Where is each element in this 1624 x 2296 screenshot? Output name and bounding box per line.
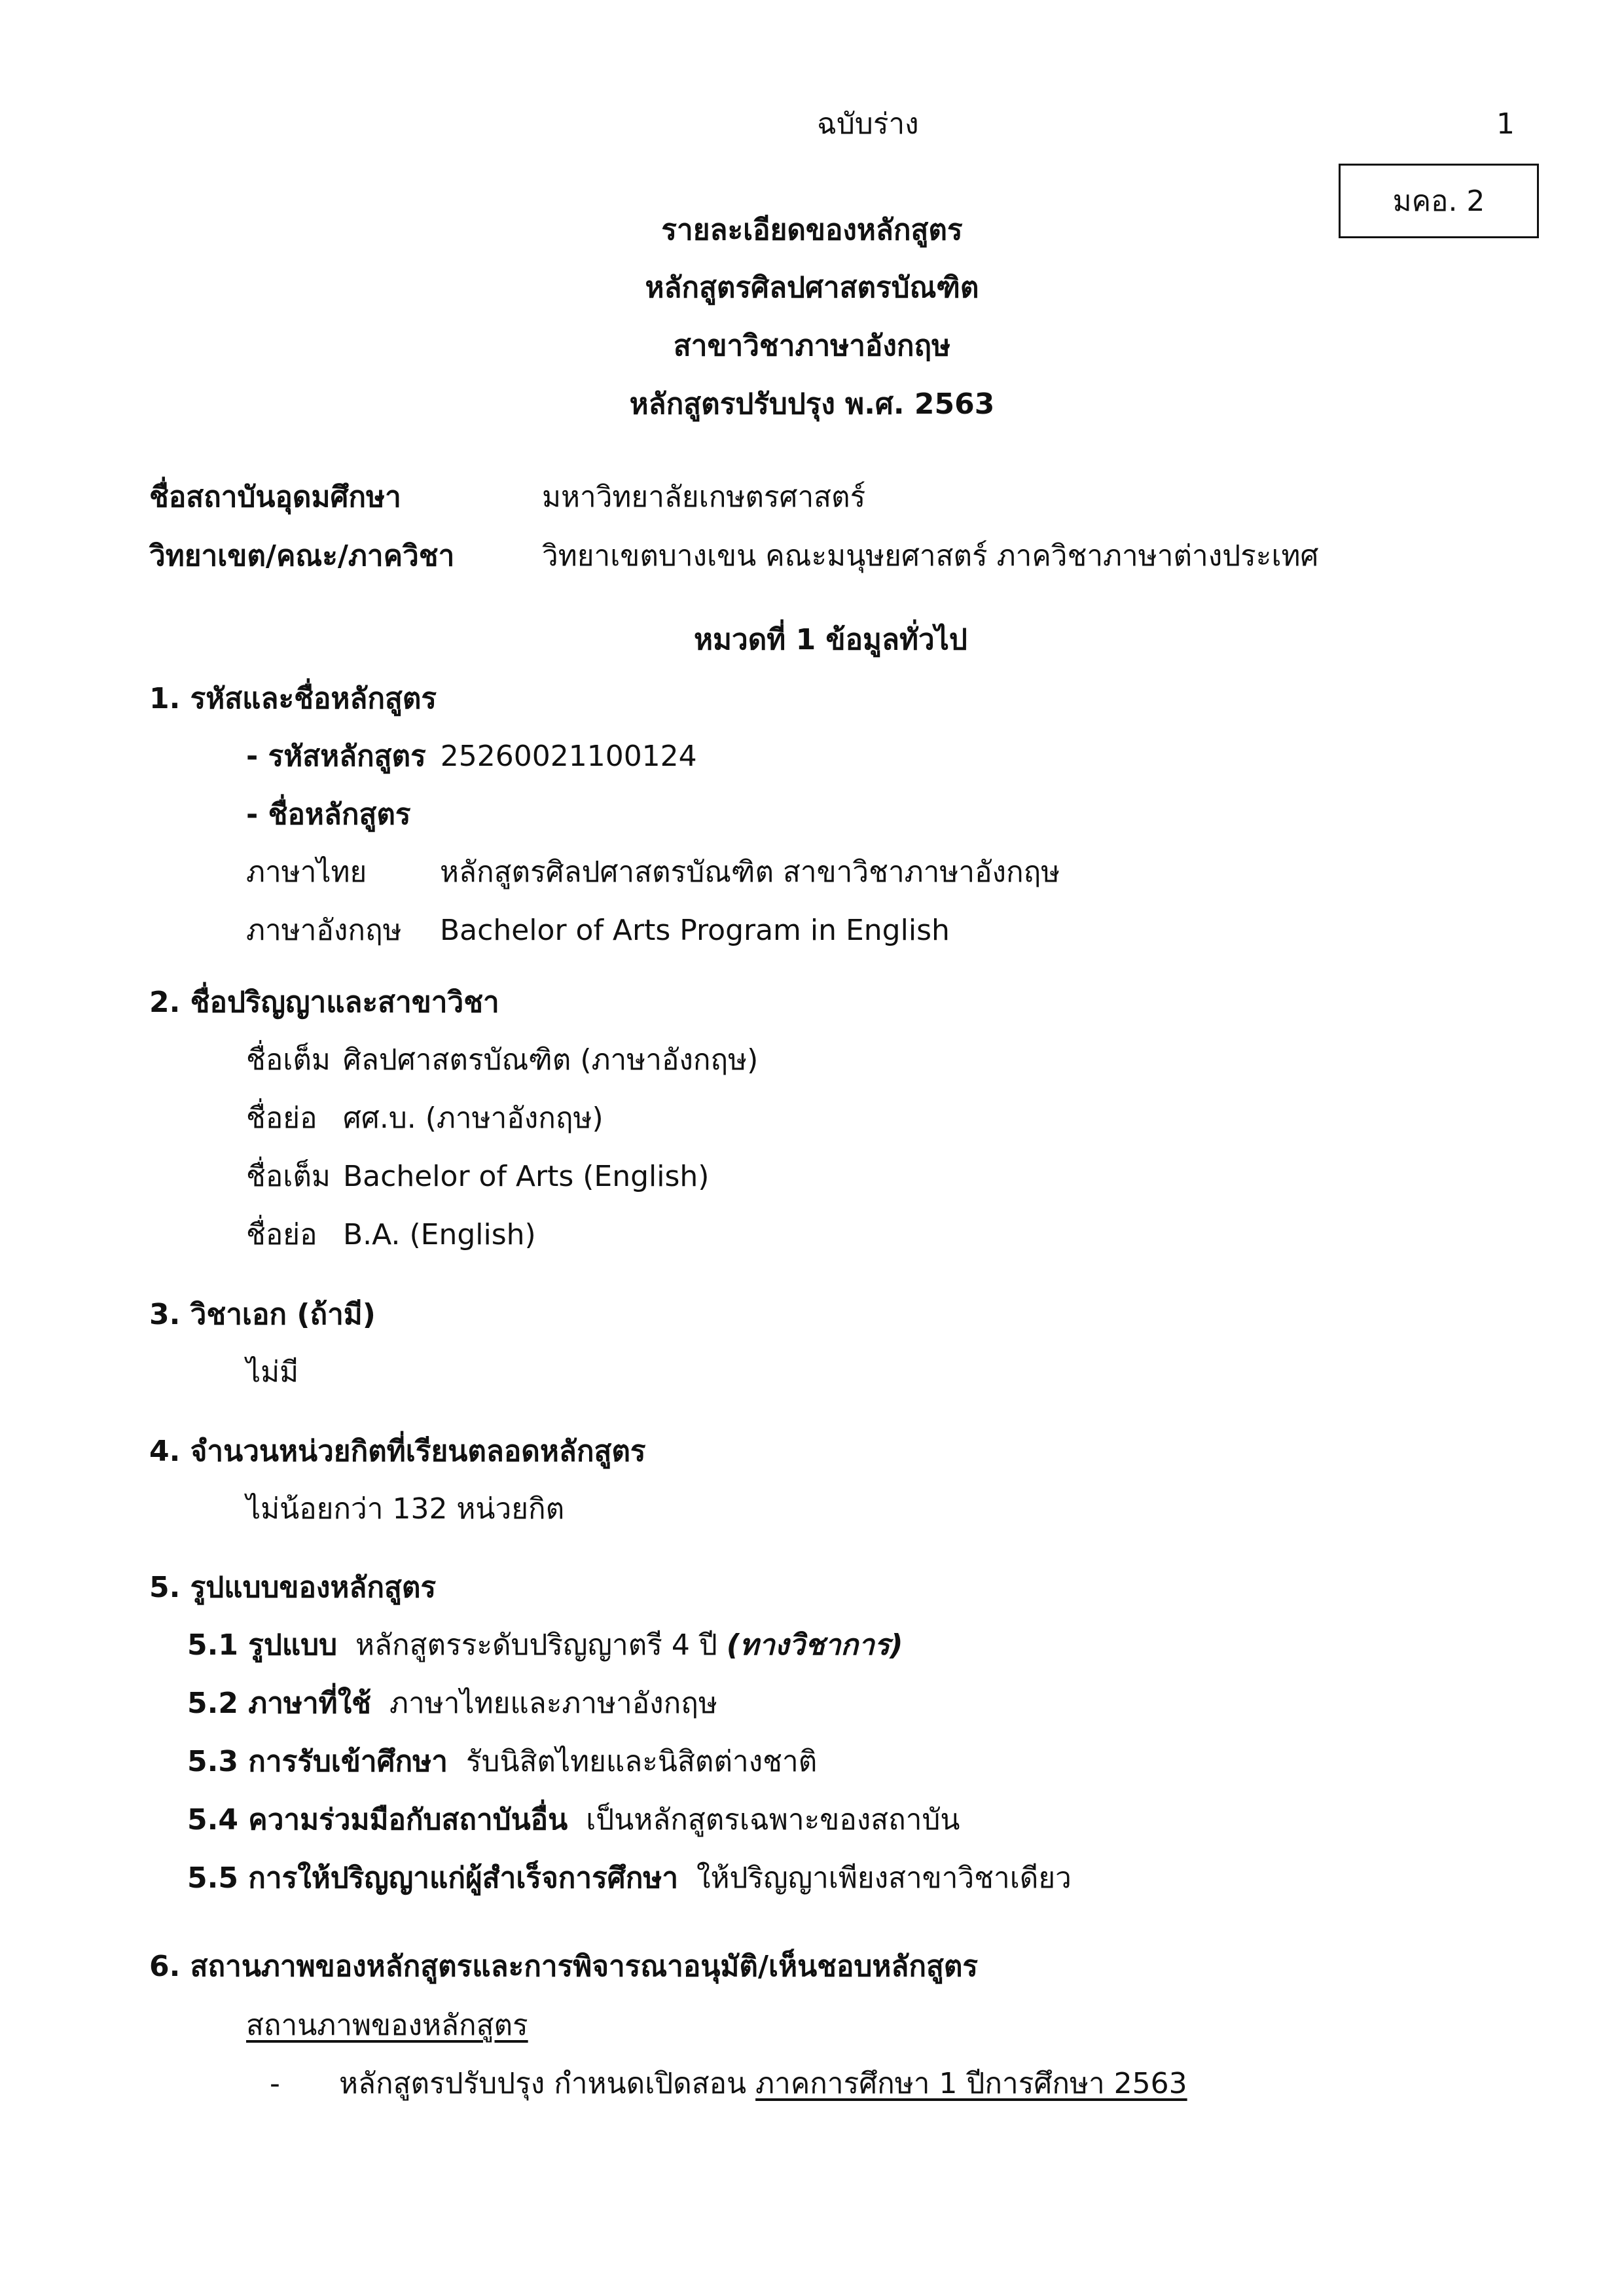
format-note: (ทางวิชาการ) (726, 1628, 903, 1662)
doc-title: รายละเอียดของหลักสูตร (661, 213, 963, 247)
language-row (187, 1689, 717, 1718)
form-code: มคอ. 2 (1392, 185, 1485, 218)
degree-award-value: ให้ปริญญาเพียงสาขาวิชาเดียว (696, 1861, 1072, 1895)
program-name: หลักสูตรศิลปศาสตรบัณฑิต (645, 271, 979, 304)
section-4-heading: 4. จำนวนหน่วยกิตที่เรียนตลอดหลักสูตร (149, 1435, 646, 1468)
campus-label: วิทยาเขต/คณะ/ภาควิชา (149, 539, 455, 573)
thai-name-label: ภาษาไทย (246, 855, 367, 889)
page-number: 1 (1496, 107, 1515, 141)
degree-short-th-value: ศศ.บ. (ภาษาอังกฤษ) (343, 1102, 604, 1135)
revision-year: หลักสูตรปรับปรุง พ.ศ. 2563 (629, 387, 995, 421)
admission-row (187, 1745, 818, 1778)
section-2-heading: 2. ชื่อปริญญาและสาขาวิชา (149, 986, 499, 1019)
admission-value: รับนิสิตไทยและนิสิตต่างชาติ (465, 1745, 818, 1778)
english-name-value: Bachelor of Arts Program in English (440, 914, 950, 947)
section-3-heading: 3. วิชาเอก (ถ้ามี) (149, 1298, 376, 1331)
degree-full-en-label: ชื่อเต็ม (246, 1160, 331, 1193)
degree-short-th-label: ชื่อย่อ (246, 1102, 317, 1135)
major-value: ไม่มี (246, 1355, 299, 1389)
degree-full-en-value: Bachelor of Arts (English) (343, 1160, 710, 1193)
thai-name-value: หลักสูตรศิลปศาสตรบัณฑิต สาขาวิชาภาษาอังกฤษ (440, 855, 1060, 889)
degree-award-label: 5.5 การให้ปริญญาแก่ผู้สำเร็จการศึกษา (187, 1861, 679, 1895)
campus-value: วิทยาเขตบางเขน คณะมนุษยศาสตร์ ภาควิชาภาษาต่างประเทศ (542, 539, 1319, 573)
degree-short-en-value: B.A. (English) (343, 1218, 536, 1251)
section-6-heading: 6. สถานภาพของหลักสูตรและการพิจารณาอนุมัติ/เห็นชอบหลักสูตร (149, 1950, 979, 1983)
format-value: หลักสูตรระดับปริญญาตรี 4 ปี (355, 1628, 717, 1662)
english-name-label: ภาษาอังกฤษ (246, 914, 402, 947)
section-1-heading: 1. รหัสและชื่อหลักสูตร (149, 682, 437, 715)
draft-label: ฉบับร่าง (817, 107, 919, 141)
institution-label: ชื่อสถาบันอุดมศึกษา (149, 480, 401, 514)
program-code-value: 25260021100124 (440, 740, 697, 773)
cooperation-row (187, 1803, 960, 1837)
program-name-label: - ชื่อหลักสูตร (246, 798, 411, 831)
status-semester: ภาคการศึกษา 1 ปีการศึกษา 2563 (755, 2067, 1187, 2100)
institution-value: มหาวิทยาลัยเกษตรศาสตร์ (542, 480, 866, 514)
degree-award-row (187, 1861, 1072, 1895)
program-code-row (246, 742, 697, 771)
degree-full-th-label: ชื่อเต็ม (246, 1043, 331, 1077)
status-text: หลักสูตรปรับปรุง กำหนดเปิดสอน (339, 2067, 747, 2100)
status-bullet: - (270, 2067, 280, 2100)
cooperation-value: เป็นหลักสูตรเฉพาะของสถาบัน (586, 1803, 960, 1837)
credits-value: ไม่น้อยกว่า 132 หน่วยกิต (246, 1492, 565, 1526)
major-name: สาขาวิชาภาษาอังกฤษ (673, 329, 951, 363)
degree-full-th-value: ศิลปศาสตรบัณฑิต (ภาษาอังกฤษ) (343, 1043, 759, 1077)
cooperation-label: 5.4 ความร่วมมือกับสถาบันอื่น (187, 1803, 568, 1837)
language-value: ภาษาไทยและภาษาอังกฤษ (389, 1687, 717, 1720)
format-label: 5.1 รูปแบบ (187, 1628, 338, 1662)
degree-short-en-label: ชื่อย่อ (246, 1218, 317, 1251)
status-subheading: สถานภาพของหลักสูตร (246, 2009, 528, 2042)
language-label: 5.2 ภาษาที่ใช้ (187, 1687, 372, 1720)
chapter-heading: หมวดที่ 1 ข้อมูลทั่วไป (694, 623, 967, 656)
format-row (187, 1628, 903, 1662)
program-code-label: - รหัสหลักสูตร (246, 740, 426, 773)
status-row (339, 2067, 1187, 2100)
section-5-heading: 5. รูปแบบของหลักสูตร (149, 1571, 437, 1604)
admission-label: 5.3 การรับเข้าศึกษา (187, 1745, 448, 1778)
